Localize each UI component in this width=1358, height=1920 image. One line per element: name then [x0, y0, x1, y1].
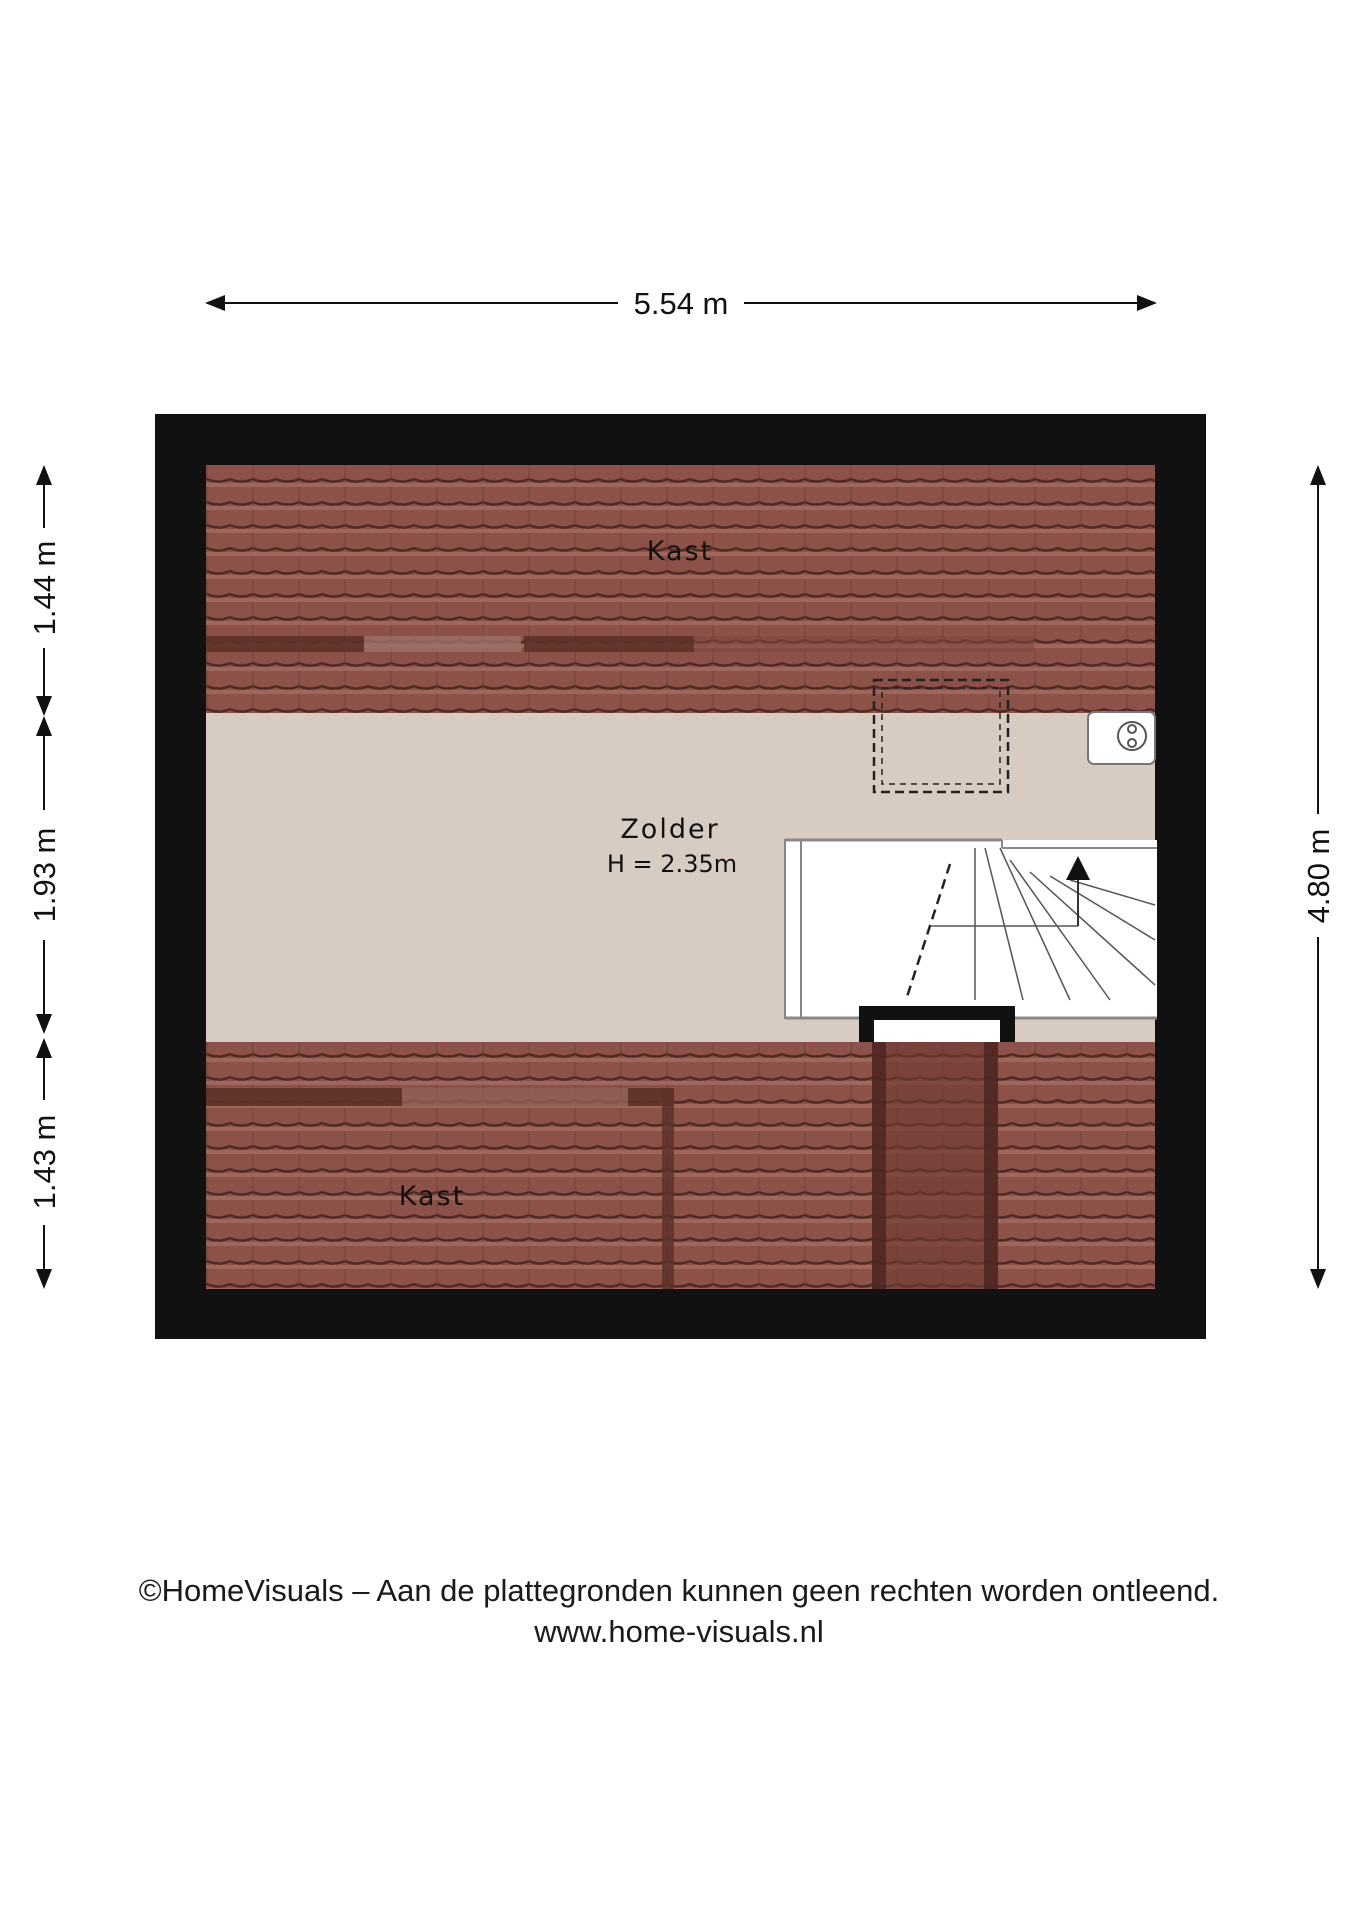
roof-valley-bottom: [662, 1088, 674, 1289]
boiler-dial-icon: [1118, 722, 1146, 750]
wall-stub: [859, 1006, 1015, 1042]
roof-ridge-top-fade: [694, 636, 1034, 652]
room-height-zolder: H = 2.35m: [606, 850, 738, 878]
room-label-kast-bottom: Kast: [398, 1181, 466, 1212]
roof-ridge-top-light: [364, 636, 521, 652]
roof-top: [206, 465, 1155, 713]
dimension-left-bottom-label: 1.43 m: [27, 1114, 62, 1210]
roof-ridge-bottom-light: [402, 1088, 628, 1106]
dimension-width-label: 5.54 m: [633, 286, 729, 321]
chimney-shaft: [872, 1042, 998, 1289]
dimension-height-total-label: 4.80 m: [1301, 828, 1336, 924]
chimney-edge-left: [872, 1042, 886, 1289]
dimension-left-middle-label: 1.93 m: [27, 827, 62, 923]
roof-ridge-top-dark: [524, 636, 694, 652]
roof-ridge-bottom: [206, 1088, 402, 1106]
room-label-zolder: Zolder: [620, 814, 720, 845]
room-label-kast-top: Kast: [646, 536, 714, 567]
staircase: [785, 840, 1157, 1018]
roof-ridge-top: [206, 636, 364, 652]
roof-bottom: [206, 1042, 1155, 1289]
footer-website: www.home-visuals.nl: [534, 1614, 824, 1649]
chimney-edge-right: [984, 1042, 998, 1289]
dimension-left-top-label: 1.44 m: [27, 540, 62, 636]
footer-disclaimer: ©HomeVisuals – Aan de plattegronden kunnen geen rechten worden ontleend.: [138, 1573, 1220, 1608]
